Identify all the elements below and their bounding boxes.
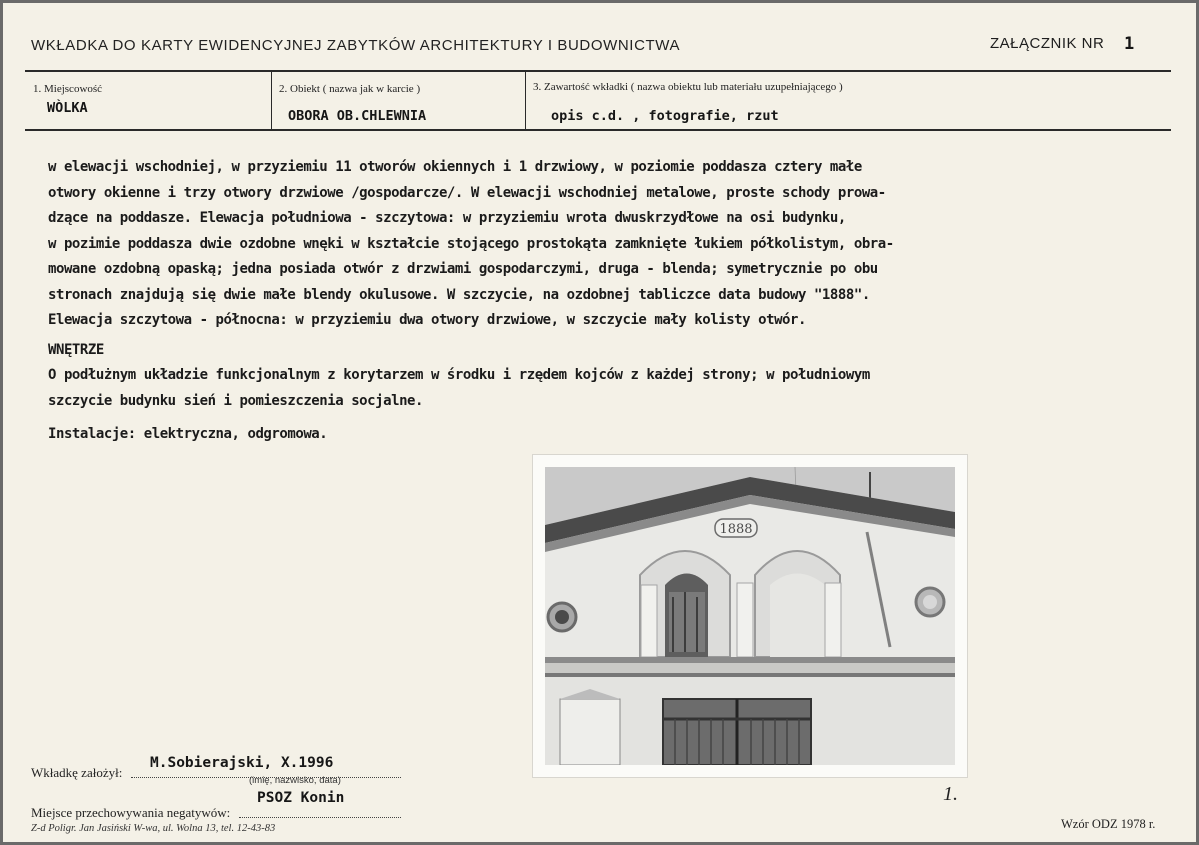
locality-value: WÒLKA: [47, 100, 88, 116]
negatives-dotted-line: [239, 817, 401, 818]
photo-mount: [533, 455, 967, 777]
plaque-date: 1888: [719, 522, 753, 537]
installations-line: Instalacje: elektryczna, odgromowa.: [48, 426, 328, 442]
content-label: 3. Zawartość wkładki ( nazwa obiektu lub materiału uzupełniającego ): [533, 81, 843, 93]
description-line: dzące na poddasze. Elewacja południowa - szczytowa: w przyziemiu wrota dwuskrzydłowe na osi budynku,: [48, 210, 846, 226]
attachment-label: ZAŁĄCZNIK NR: [990, 35, 1105, 52]
content-value: opis c.d. , fotografie, rzut: [551, 108, 779, 124]
header-rule-bottom: [25, 129, 1171, 131]
form-title: WKŁADKA DO KARTY EWIDENCYJNEJ ZABYTKÓW ARCHITEKTURY I BUDOWNICTWA: [31, 37, 681, 54]
description-line: otwory okienne i trzy otwory drzwiowe /gospodarcze/. W elewacji wschodniej metalowe, proste schody prowa-: [48, 184, 886, 201]
description-text: [48, 155, 1158, 448]
object-label: 2. Obiekt ( nazwa jak w karcie ): [279, 83, 421, 95]
header-rule-top: [25, 70, 1171, 72]
interior-heading: WNĘTRZE: [48, 341, 104, 358]
object-value: OBORA OB.CHLEWNIA: [288, 108, 427, 124]
page-number: 1.: [943, 783, 958, 805]
insert-author-label: Wkładkę założył:: [31, 765, 123, 780]
author-caption: (imię, nazwisko, data): [249, 775, 341, 786]
attachment-number: 1: [1124, 34, 1135, 54]
description-line: Elewacja szczytowa - północna: w przyziemiu dwa otwory drzwiowe, w szczycie mały kolisty otwór.: [48, 312, 806, 328]
insert-author-value: M.Sobierajski, X.1996: [150, 755, 334, 771]
description-line: w pozimie poddasza dwie ozdobne wnęki w kształcie stojącego prostokąta zamknięte łukiem półkolistym, obra-: [48, 235, 894, 252]
description-line: w elewacji wschodniej, w przyziemiu 11 otworów okiennych i 1 drzwiowy, w poziomie poddasza cztery małe: [48, 159, 862, 175]
negatives-value: PSOZ Konin: [257, 790, 345, 806]
locality-label: 1. Miejscowość: [33, 83, 103, 95]
building-gable-photo: [545, 467, 955, 765]
field-divider-1: [271, 72, 272, 129]
negatives-label: Miejsce przechowywania negatywów:: [31, 805, 231, 820]
description-line: stronach znajdują się dwie małe blendy okulusowe. W szczycie, na ozdobnej tabliczce data budowy "1888".: [48, 286, 870, 303]
description-line: mowane ozdobną opaską; jedna posiada otwór z drzwiami gospodarczymi, druga - blenda; symetrycznie po obu: [48, 261, 878, 277]
form-pattern: Wzór ODZ 1978 r.: [1061, 817, 1156, 831]
field-divider-2: [525, 72, 526, 129]
printer-imprint: Z-d Poligr. Jan Jasiński W-wa, ul. Wolna 13, tel. 12-43-83: [31, 823, 276, 834]
interior-line: szczycie budynku sień i pomieszczenia socjalne.: [48, 392, 423, 409]
interior-line: O podłużnym układzie funkcjonalnym z korytarzem w środku i rzędem kojców z każdej strony; w południowym: [48, 367, 870, 383]
